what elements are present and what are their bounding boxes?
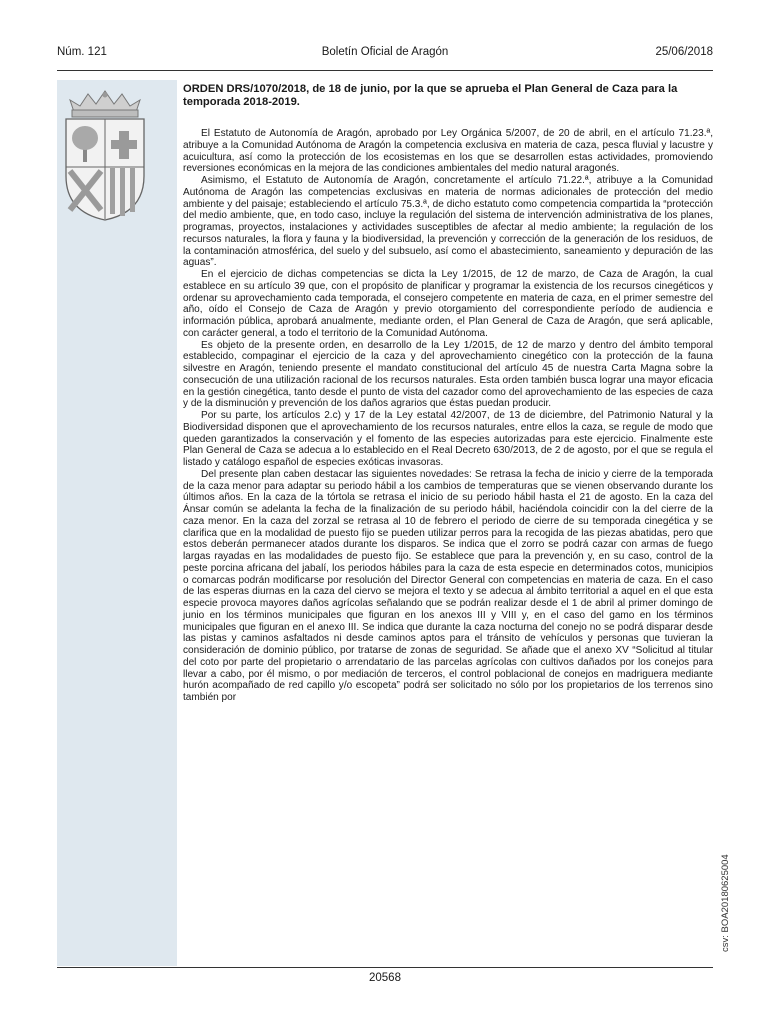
issue-number: Núm. 121 [57,46,107,58]
paragraph: El Estatuto de Autonomía de Aragón, aprobado por Ley Orgánica 5/2007, de 20 de abril, en el artículo 71.23.ª, atribuye a la Comunidad Autónoma de Aragón la competencia exclusiva en materia de caza, pesca fluvial y lacustre y acuicultura, así como la protección de los ecosistemas en los que se desarrollen estas actividades, promoviendo reversiones económicas en la mejora de las condiciones ambientales del medio natural aragonés. [183,128,713,175]
csv-code: csv: BOA20180625004 [720,854,731,952]
page-number: 20568 [369,972,401,984]
document-body [183,128,713,704]
document-title: ORDEN DRS/1070/2018, de 18 de junio, por la que se aprueba el Plan General de Caza para la temporada 2018-2019. [183,83,678,108]
paragraph: Es objeto de la presente orden, en desarrollo de la Ley 1/2015, de 12 de marzo y dentro del ámbito temporal establecido, compaginar el ejercicio de la caza y del aprovechamiento cinegético con la protección de la fauna silvestre en Aragón, teniendo presente el mandato constitucional del artículo 45 de nuestra Carta Magna sobre la consecución de una utilización racional de los recursos naturales. Esta orden también busca lograr una mayor eficacia en la gestión cinegética, tanto desde el punto de vista del cazador como del aprovechamiento de las especies de caza y de la disminución y prevención de los daños agrarios que éstas puedan producir. [183,339,713,410]
header-rule [57,70,713,71]
page-header [57,46,713,66]
publication-name: Boletín Oficial de Aragón [321,46,449,58]
publication-date: 25/06/2018 [655,46,713,58]
coat-of-arms-icon [60,90,150,222]
paragraph: Del presente plan caben destacar las siguientes novedades: Se retrasa la fecha de inicio y cierre de la temporada de la caza menor para adaptar su periodo hábil a los cambios de temperaturas que se vienen observando durante los últimos años. En la caza de la tórtola se retrasa el inicio de su periodo hábil hasta el 21 de agosto. En la caza del Ánsar común se adelanta la fecha de la finalización de su periodo hábil, haciéndola coincidir con la del cierre de la caza menor. En la caza del zorzal se retrasa al 10 de febrero el periodo de cierre de su temporada cinegética y se clarifica que en la modalidad de puesto fijo se pueden utilizar perros para la recogida de las piezas abatidas, pero que estos deberán permanecer atados durante los disparos. Se indica que el zorro se podrá cazar con armas de fuego largas rayadas en las modalidades de puesto fijo. Se establece que para la prevención y, en su caso, control de la peste porcina africana del jabalí, los periodos hábiles para la caza de esta especie en determinados cotos, municipios o comarcas podrán modificarse por resolución del Director General con competencias en materia de caza. En el caso de las esperas diurnas en la caza del ciervo se mejora el texto y se adecua al ámbito territorial a aquel en el que esta especie provoca mayores daños agrícolas señalando que se podrán realizar desde el 1 de abril al primer domingo de junio en los términos municipales que figuran en los anexos III y VIII y, en el caso del gamo en los términos municipales que figuran en el anexo III. Se indica que durante la caza nocturna del conejo no se podrá disparar desde las pistas y caminos asfaltados ni desde caminos aptos para el tránsito de vehículos y personas que tuvieran la consideración de dominio público, por tratarse de zonas de seguridad. Se añade que el anexo XV “Solicitud al titular del coto por parte del propietario o arrendatario de las parcelas agrícolas con cultivos dañados por los conejos para llevar a cabo, por él mismo, o por mediación de terceros, el control poblacional de conejos en madriguera mediante hurón acompañado de red capillo y/o escopeta” podrá ser solicitado no sólo por los propietarios de los terrenos sino también por [183,468,713,703]
paragraph: En el ejercicio de dichas competencias se dicta la Ley 1/2015, de 12 de marzo, de Caza de Aragón, la cual establece en su artículo 39 que, con el propósito de planificar y programar la existencia de los recursos cinegéticos y ordenar su aprovechamiento cada temporada, el consejero competente en materia de caza, en el primer semestre del año, oído el Consejo de Caza de Aragón y previo otorgamiento del correspondiente período de audiencia e información pública, aprobará anualmente, mediante orden, el Plan General de Caza de Aragón, que será aplicable, con carácter general, a todo el territorio de la Comunidad Autónoma. [183,269,713,339]
paragraph: Asimismo, el Estatuto de Autonomía de Aragón, concretamente el artículo 71.22.ª, atribuye a la Comunidad Autónoma de Aragón las competencias exclusivas en materia de normas adicionales de protección del medio ambiente y del paisaje; estableciendo el artículo 75.3.ª, de dicho estatuto como competencia compartida la “protección del medio ambiente, que, en todo caso, incluye la regulación del sistema de intervención administrativa de los planes, programas, proyectos, instalaciones y actividades susceptibles de afectar al medio ambiente; la regulación de los recursos naturales, la flora y fauna y la biodiversidad, la prevención y corrección de la generación de los residuos, de la contaminación atmosférica, del suelo y del subsuelo, así como el abastecimiento, saneamiento y depuración de las aguas”. [183,175,713,269]
paragraph: Por su parte, los artículos 2.c) y 17 de la Ley estatal 42/2007, de 13 de diciembre, del Patrimonio Natural y la Biodiversidad disponen que el aprovechamiento de los recursos naturales, entre ellos la caza, se regule de modo que queden garantizados la conservación y el fomento de las especies autorizadas para este ejercicio. Finalmente este Plan General de Caza se adecua a lo establecido en el Real Decreto 630/2013, de 2 de agosto, por el que se regula el listado y catálogo español de especies exóticas invasoras. [183,410,713,468]
footer-rule [57,967,713,968]
